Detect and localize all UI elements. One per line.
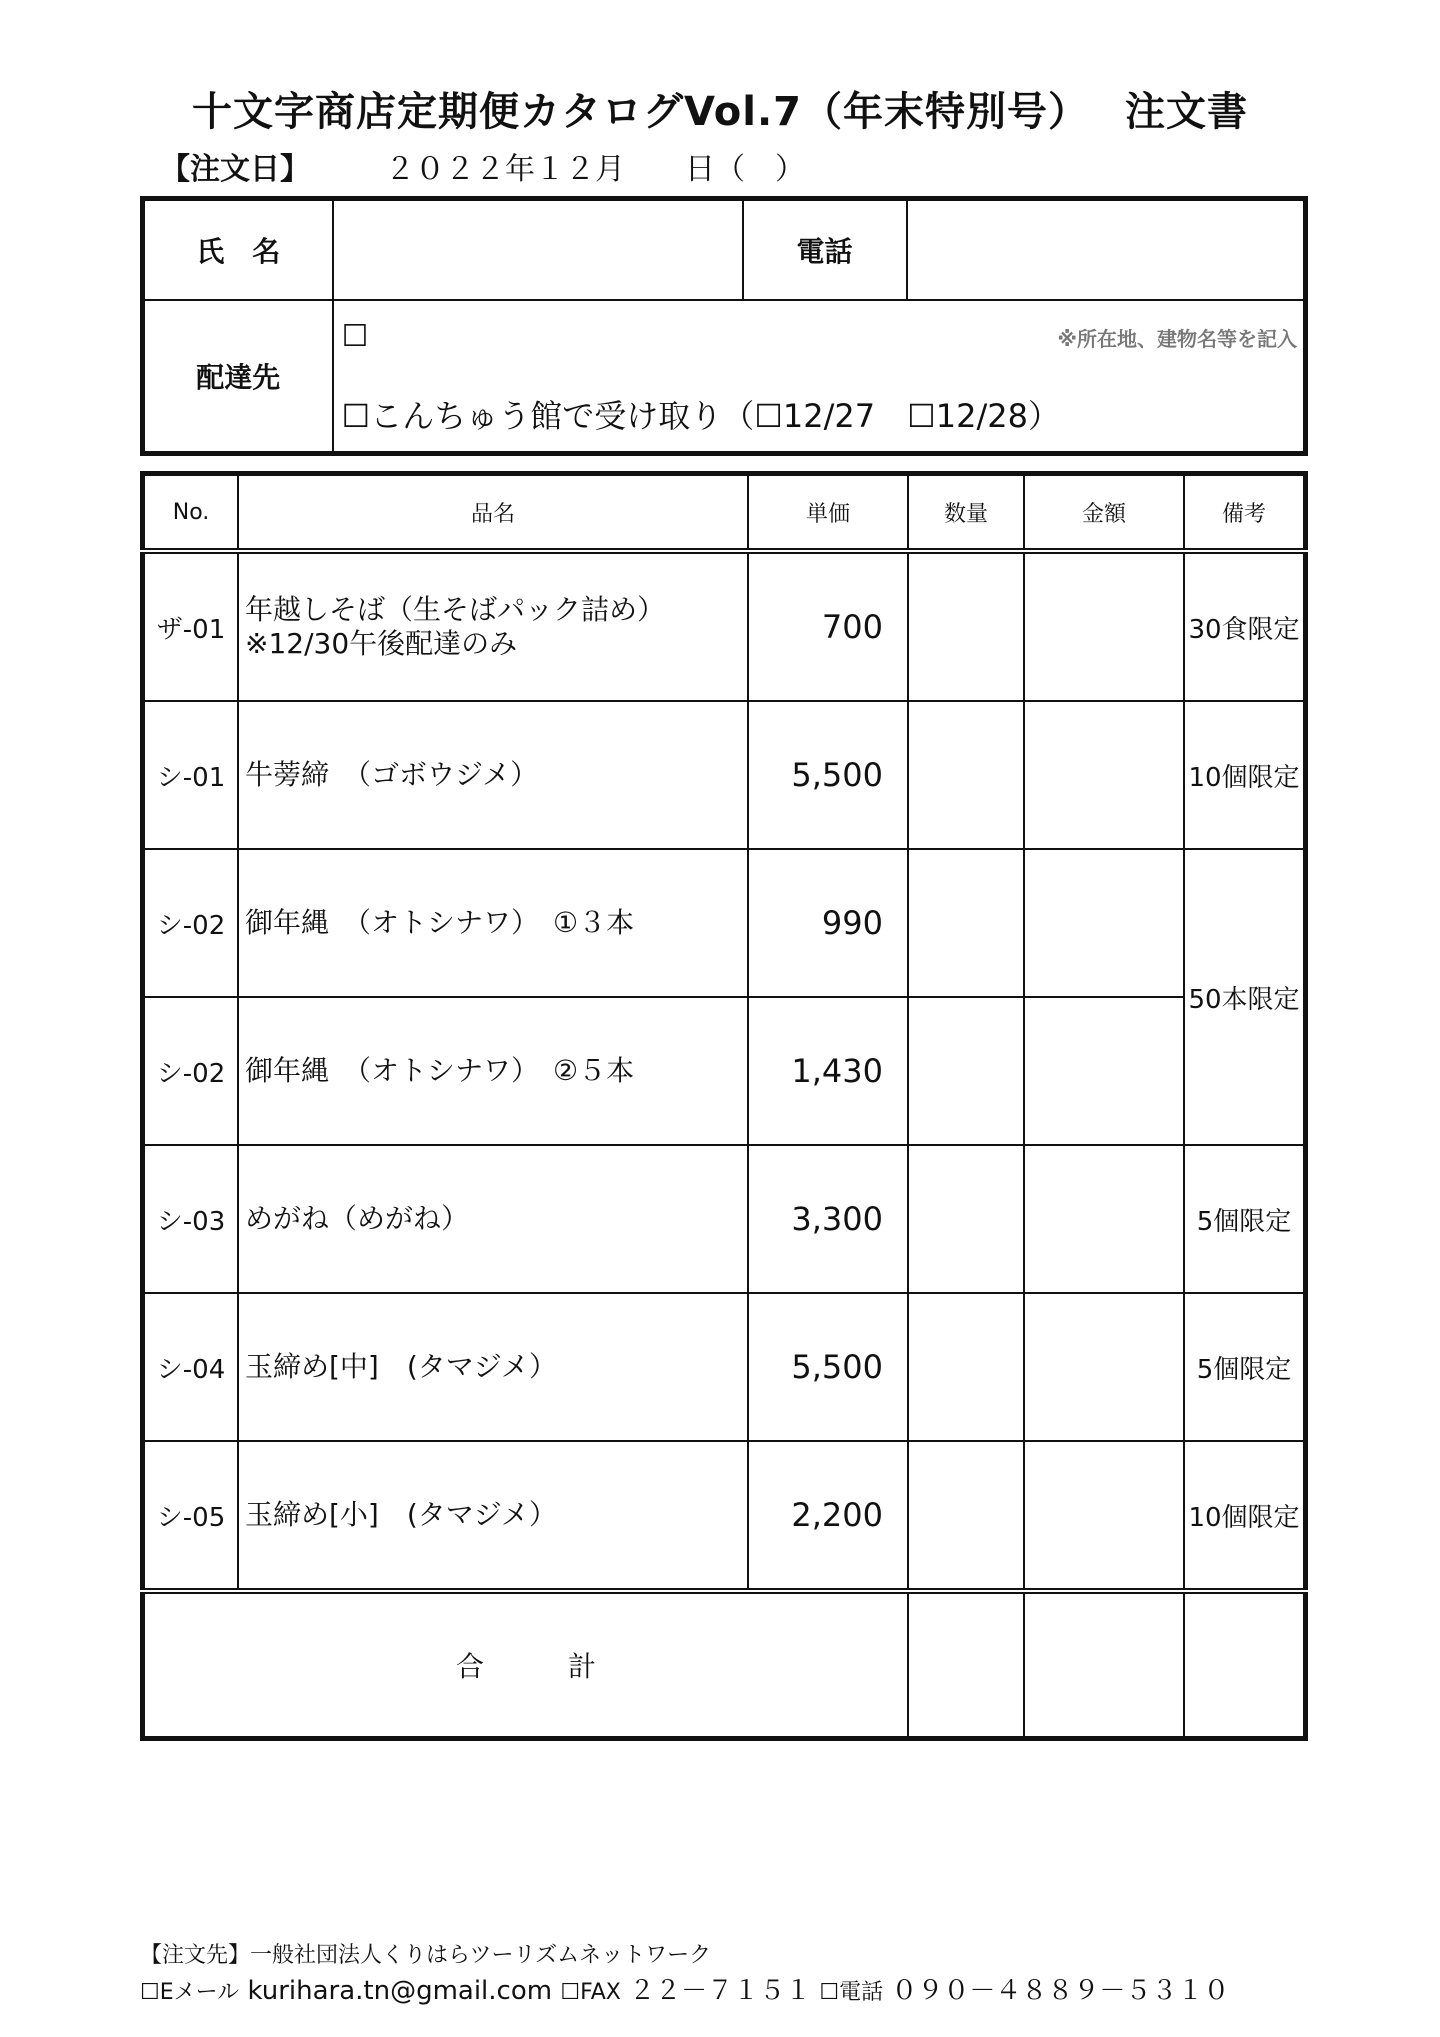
table-row [143, 701, 1306, 849]
item-name: 御年縄 （オトシナワ） ②５本 [238, 997, 748, 1145]
item-note: 5個限定 [1184, 1145, 1306, 1293]
tel-number: ０９０－４８８９－５３１０ [891, 1976, 1230, 2006]
phone-label: 電話 [743, 199, 907, 301]
item-amount-field[interactable] [1024, 1293, 1184, 1441]
item-code: シ-02 [143, 997, 239, 1145]
total-label: 合 計 [143, 1591, 909, 1739]
item-price: 990 [748, 849, 908, 997]
item-amount-field[interactable] [1024, 1441, 1184, 1591]
total-amount-field[interactable] [1024, 1591, 1184, 1739]
item-code: ザ-01 [143, 551, 239, 701]
item-price: 5,500 [748, 1293, 908, 1441]
name-label: 氏 名 [143, 199, 333, 301]
header-amount: 金額 [1024, 474, 1184, 552]
item-amount-field[interactable] [1024, 849, 1184, 997]
header-note: 備考 [1184, 474, 1306, 552]
table-row [143, 551, 1306, 701]
item-price: 3,300 [748, 1145, 908, 1293]
delivery-label: 配達先 [143, 300, 333, 454]
fax-number: ２２－７１５１ [629, 1976, 812, 2006]
item-name [238, 551, 748, 701]
header-name: 品名 [238, 474, 748, 552]
total-note-field[interactable] [1184, 1591, 1306, 1739]
phone-field[interactable] [907, 199, 1306, 301]
item-qty-field[interactable] [908, 1441, 1024, 1591]
item-amount-field[interactable] [1024, 701, 1184, 849]
order-date [160, 144, 805, 188]
address-checkbox[interactable]: ☐ [341, 319, 369, 354]
tel-label: ☐電話 [819, 1980, 884, 2005]
item-amount-field[interactable] [1024, 1145, 1184, 1293]
email-address[interactable]: kurihara.tn@gmail.com [247, 1976, 553, 2006]
item-name: 玉締め[小] (タマジメ） [238, 1441, 748, 1591]
item-qty-field[interactable] [908, 701, 1024, 849]
item-price: 5,500 [748, 701, 908, 849]
item-price: 2,200 [748, 1441, 908, 1591]
item-qty-field[interactable] [908, 1145, 1024, 1293]
pickup-option[interactable]: ☐こんちゅう館で受け取り（☐12/27 ☐12/28） [341, 397, 1061, 435]
fax-label: ☐FAX [560, 1980, 621, 2005]
customer-info-table [140, 196, 1308, 456]
item-name: めがね（めがね） [238, 1145, 748, 1293]
item-qty-field[interactable] [908, 551, 1024, 701]
table-row [143, 997, 1306, 1145]
total-row [143, 1591, 1306, 1739]
item-note: 10個限定 [1184, 701, 1306, 849]
item-price: 1,430 [748, 997, 908, 1145]
footer-contact-org: 【注文先】一般社団法人くりはらツーリズムネットワーク [140, 1943, 712, 1968]
name-field[interactable] [333, 199, 743, 301]
item-qty-field[interactable] [908, 849, 1024, 997]
item-price: 700 [748, 551, 908, 701]
item-name-line1: 年越しそば（生そばパック詰め） [245, 593, 666, 626]
item-code: シ-04 [143, 1293, 239, 1441]
header-price: 単価 [748, 474, 908, 552]
item-note: 5個限定 [1184, 1293, 1306, 1441]
total-qty-field[interactable] [908, 1591, 1024, 1739]
address-note: ※所在地、建物名等を記入 [1057, 327, 1297, 351]
page-title: 十文字商店定期便カタログVol.7（年末特別号） 注文書 [192, 89, 1248, 135]
table-row [143, 849, 1306, 997]
item-name: 牛蒡締 （ゴボウジメ） [238, 701, 748, 849]
email-label: ☐Eメール [140, 1980, 240, 2005]
item-note: 50本限定 [1184, 849, 1306, 1145]
order-date-value[interactable]: ２０２２年１２月 日（ ） [385, 152, 805, 187]
item-name-line2: ※12/30午後配達のみ [245, 627, 518, 660]
item-code: シ-05 [143, 1441, 239, 1591]
item-note: 10個限定 [1184, 1441, 1306, 1591]
order-items-table [140, 471, 1308, 1741]
item-amount-field[interactable] [1024, 551, 1184, 701]
header-no: No. [143, 474, 239, 552]
header-qty: 数量 [908, 474, 1024, 552]
item-code: シ-02 [143, 849, 239, 997]
table-row [143, 1441, 1306, 1591]
item-amount-field[interactable] [1024, 997, 1184, 1145]
delivery-field[interactable] [333, 300, 1306, 454]
table-row [143, 1145, 1306, 1293]
table-row [143, 1293, 1306, 1441]
item-qty-field[interactable] [908, 1293, 1024, 1441]
item-name: 玉締め[中] (タマジメ） [238, 1293, 748, 1441]
item-note: 30食限定 [1184, 551, 1306, 701]
order-date-label: 【注文日】 [160, 152, 295, 187]
item-qty-field[interactable] [908, 997, 1024, 1145]
item-code: シ-03 [143, 1145, 239, 1293]
item-code: シ-01 [143, 701, 239, 849]
footer-contact-details [140, 1970, 1229, 2007]
item-name: 御年縄 （オトシナワ） ①３本 [238, 849, 748, 997]
table-header-row [143, 474, 1306, 552]
